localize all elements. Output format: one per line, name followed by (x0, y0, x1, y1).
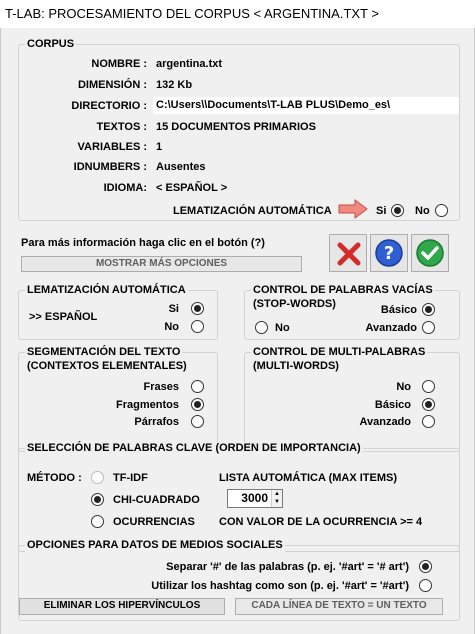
corpus-name-value: argentina.txt (156, 58, 223, 70)
cancel-icon (336, 241, 362, 267)
cancel-button[interactable] (329, 234, 367, 272)
multiword-basic-radio[interactable] (422, 398, 435, 411)
segmentation-group (18, 346, 218, 452)
help-button[interactable] (370, 234, 408, 272)
stopwords-advanced-radio[interactable] (422, 321, 435, 334)
min-occurrence-text: CON VALOR DE LA OCURRENCIA >= 4 (219, 516, 423, 528)
multiword-advanced-radio[interactable] (422, 415, 435, 428)
auto-lemma-yes-label: Si (376, 205, 387, 217)
auto-lemma-label: LEMATIZACIÓN AUTOMÁTICA (173, 205, 332, 217)
lemma-no-label: No (164, 321, 179, 333)
social-hashtag-radio[interactable] (419, 579, 432, 592)
auto-lemma-yes-radio[interactable] (391, 204, 404, 217)
corpus-language-label: IDIOMA: (103, 182, 147, 194)
corpus-size-value: 132 Kb (156, 79, 193, 91)
segmentation-fragments-radio[interactable] (191, 398, 204, 411)
segmentation-group-subtitle: (CONTEXTOS ELEMENTALES) (27, 360, 187, 372)
stopwords-basic-label: Básico (380, 304, 417, 316)
lemma-group-title: LEMATIZACIÓN AUTOMÁTICA (27, 284, 186, 296)
ok-button[interactable] (411, 234, 449, 272)
help-icon (375, 239, 403, 267)
corpus-group (18, 38, 460, 221)
method-chi-square-radio[interactable] (91, 493, 104, 506)
corpus-name-label: NOMBRE : (91, 58, 147, 70)
social-hashtag-label: Utilizar los hashtag como son (p. ej. '#art' = '#art') (151, 580, 409, 592)
corpus-variables-label: VARIABLES : (77, 141, 147, 153)
segmentation-fragments-label: Fragmentos (116, 399, 179, 411)
multiword-group-title: CONTROL DE MULTI-PALABRAS (253, 346, 426, 358)
keywords-group (18, 442, 460, 552)
show-more-options-button[interactable]: MOSTRAR MÁS OPCIONES (21, 256, 302, 272)
arrow-right-icon (337, 198, 369, 220)
info-text: Para más información haga clic en el botón (?) (21, 237, 265, 249)
corpus-group-title: CORPUS (27, 38, 75, 50)
corpus-language-value: < ESPAÑOL > (156, 182, 228, 194)
keywords-method-label: MÉTODO : (27, 472, 82, 484)
stopwords-basic-radio[interactable] (422, 303, 435, 316)
lemma-yes-radio[interactable] (191, 302, 204, 315)
corpus-directory-value: C:\Users\\Documents\T-LAB PLUS\Demo_es\ (153, 97, 459, 114)
lemma-no-radio[interactable] (191, 320, 204, 333)
auto-list-label: LISTA AUTOMÁTICA (MAX ITEMS) (219, 472, 398, 484)
stopwords-no-label: No (275, 322, 290, 334)
max-items-value: 3000 (241, 491, 268, 505)
svg-text:?: ? (383, 243, 395, 264)
segmentation-phrases-label: Frases (143, 381, 179, 393)
social-group (18, 539, 460, 621)
multiword-advanced-label: Avanzado (359, 416, 411, 428)
ok-icon (416, 239, 444, 267)
method-tfidf-label: TF-IDF (113, 472, 148, 484)
corpus-size-label: DIMENSIÓN : (77, 79, 147, 91)
method-occurrences-radio[interactable] (91, 515, 104, 528)
remove-links-button[interactable]: ELIMINAR LOS HIPERVÍNCULOS (19, 598, 225, 615)
social-group-title: OPCIONES PARA DATOS DE MEDIOS SOCIALES (27, 539, 283, 551)
stopwords-group-subtitle: (STOP-WORDS) (253, 298, 336, 310)
each-line-button[interactable]: CADA LÍNEA DE TEXTO = UN TEXTO (235, 598, 443, 615)
segmentation-paragraphs-label: Párrafos (134, 416, 179, 428)
auto-lemma-no-label: No (415, 205, 430, 217)
lemma-language: >> ESPAÑOL (29, 311, 98, 323)
corpus-idnumbers-value: Ausentes (156, 161, 206, 173)
stepper-arrows[interactable]: ▲ ▼ (271, 490, 282, 507)
stopwords-advanced-label: Avanzado (365, 322, 417, 334)
corpus-idnumbers-label: IDNUMBERS : (73, 161, 147, 173)
multiword-basic-label: Básico (374, 399, 411, 411)
dialog-body (0, 28, 475, 634)
segmentation-group-title: SEGMENTACIÓN DEL TEXTO (27, 346, 181, 358)
social-separate-radio[interactable] (419, 560, 432, 573)
corpus-directory-label: DIRECTORIO : (71, 100, 147, 112)
segmentation-paragraphs-radio[interactable] (191, 415, 204, 428)
stopwords-no-radio[interactable] (255, 321, 268, 334)
stopwords-group (244, 284, 460, 340)
method-tfidf-radio[interactable] (91, 471, 104, 484)
multiword-group (244, 346, 460, 452)
multiword-no-radio[interactable] (422, 380, 435, 393)
corpus-variables-value: 1 (156, 141, 163, 153)
corpus-texts-label: TEXTOS : (96, 121, 147, 133)
corpus-texts-value: 15 DOCUMENTOS PRIMARIOS (156, 121, 316, 133)
social-separate-label: Separar '#' de las palabras (p. ej. '#art' = '# art') (166, 561, 409, 573)
lemma-group (18, 284, 218, 340)
segmentation-phrases-radio[interactable] (191, 380, 204, 393)
multiword-group-subtitle: (MULTI-WORDS) (253, 360, 339, 372)
max-items-stepper[interactable] (227, 489, 283, 508)
multiword-no-label: No (396, 381, 411, 393)
auto-lemma-no-radio[interactable] (435, 204, 448, 217)
keywords-group-title: SELECCIÓN DE PALABRAS CLAVE (ORDEN DE IMPORTANCIA) (27, 442, 361, 454)
method-chi-square-label: CHI-CUADRADO (113, 494, 200, 506)
lemma-yes-label: Si (168, 303, 179, 315)
window-title: T-LAB: PROCESAMIENTO DEL CORPUS < ARGENTINA.TXT > (0, 0, 475, 28)
stopwords-group-title: CONTROL DE PALABRAS VACÍAS (253, 284, 433, 296)
method-occurrences-label: OCURRENCIAS (113, 516, 195, 528)
